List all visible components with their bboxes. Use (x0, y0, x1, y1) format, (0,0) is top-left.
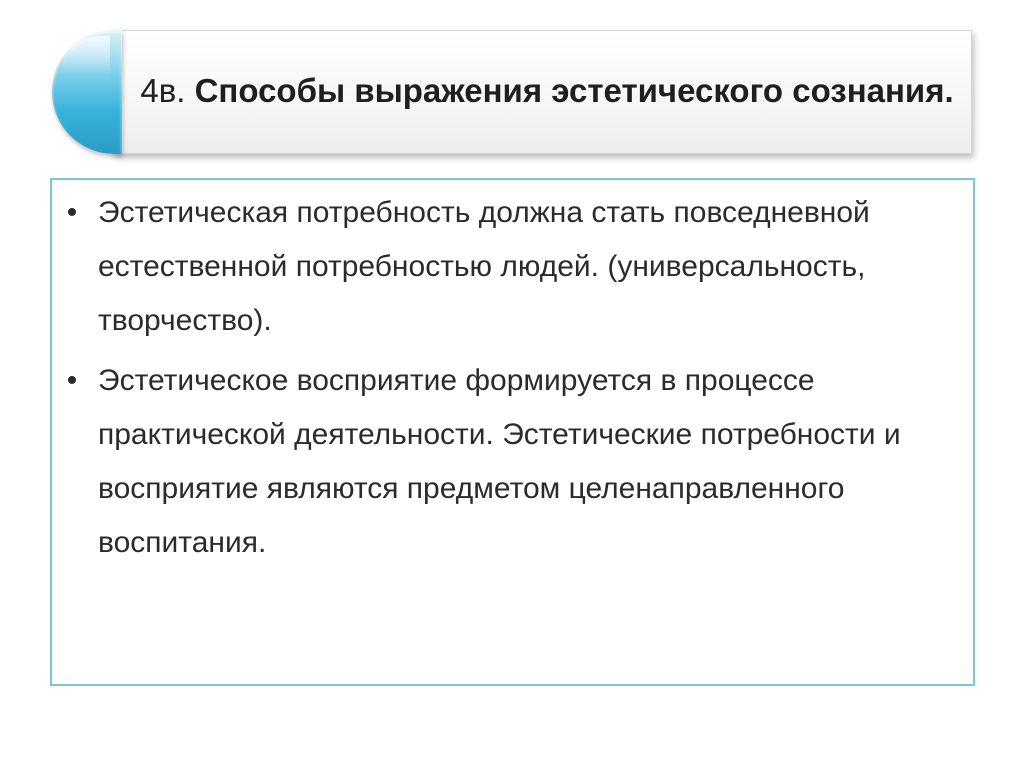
bullet-list (58, 186, 938, 576)
bullet-text: Эстетическое восприятие формируется в процессе практической деятельности. Эстетические потребности и восприятие являются предметом целенаправленного воспитания. (98, 364, 901, 559)
bullet-text: Эстетическая потребность должна стать повседневной естественной потребностью людей. (универсальность, творчество). (98, 196, 870, 337)
title-main: Способы выражения эстетического сознания. (194, 72, 954, 109)
list-item (58, 186, 938, 348)
title-prefix: 4в. (140, 72, 186, 109)
slide-title (112, 30, 972, 154)
bullet-icon: • (66, 196, 78, 229)
list-item (58, 354, 938, 570)
bullet-icon: • (66, 364, 78, 397)
title-inner (130, 68, 953, 114)
